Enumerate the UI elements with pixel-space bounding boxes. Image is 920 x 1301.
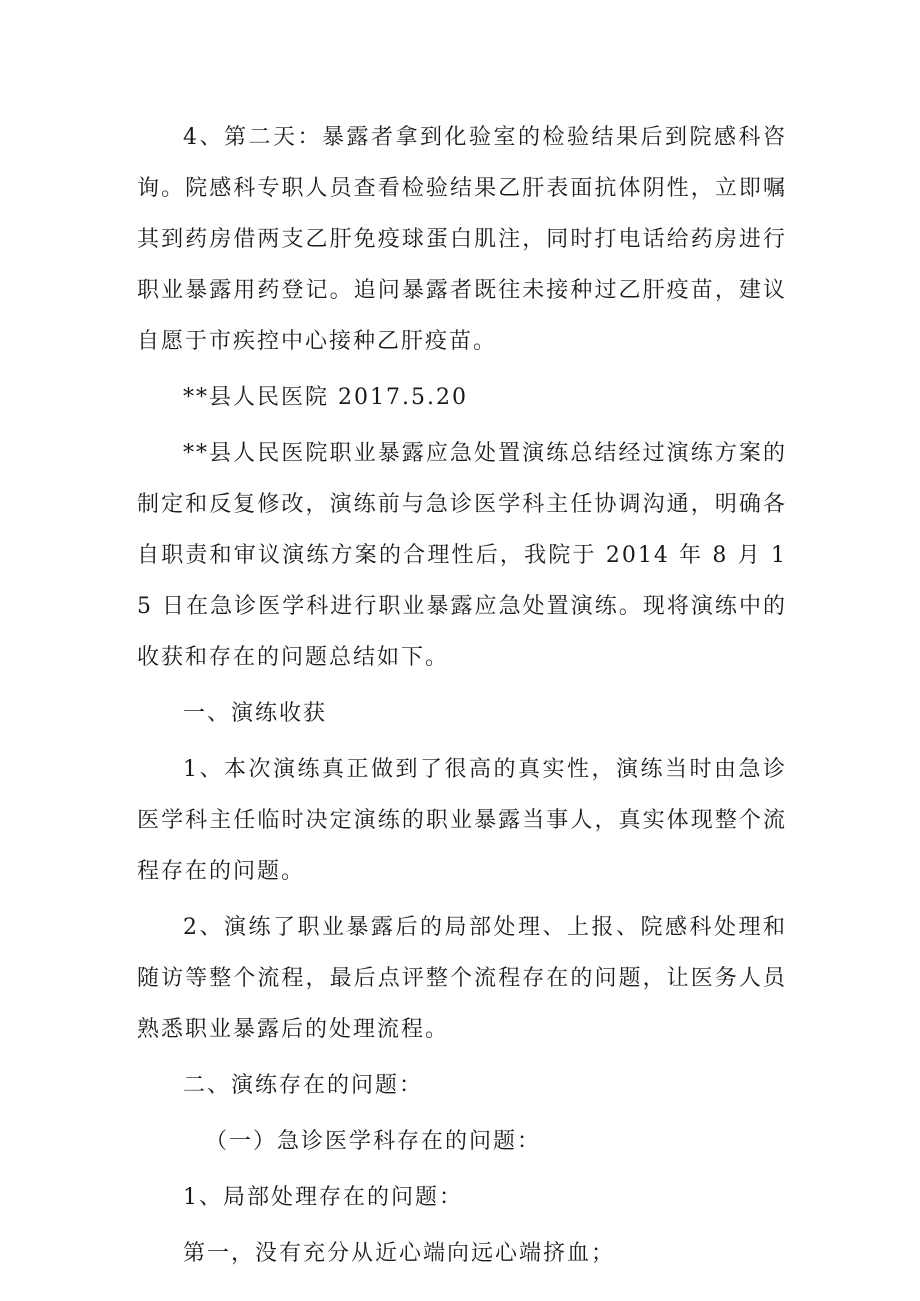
heading-local-treatment-problems: 1、局部处理存在的问题： (183, 1185, 463, 1210)
paragraph-first-problem: 第一，没有充分从近心端向远心端挤血； (183, 1241, 616, 1266)
paragraph-gain-2: 2、演练了职业暴露后的局部处理、上报、院感科处理和随访等整个流程，最后点评整个流程存在的问题，让医务人员熟悉职业暴露后的处理流程。 (137, 915, 787, 1042)
paragraph-signature-date: **县人民医院 2017.5.20 (183, 385, 468, 410)
paragraph-gain-1: 1、本次演练真正做到了很高的真实性，演练当时由急诊医学科主任临时决定演练的职业暴露当事人，真实体现整个流程存在的问题。 (137, 757, 787, 884)
heading-drill-problems: 二、演练存在的问题： (183, 1073, 424, 1098)
document-body (137, 112, 787, 1279)
subheading-emergency-dept-problems: （一）急诊医学科存在的问题： (205, 1129, 542, 1154)
paragraph-summary-intro: **县人民医院职业暴露应急处置演练总结经过演练方案的制定和反复修改，演练前与急诊医学科主任协调沟通，明确各自职责和审议演练方案的合理性后，我院于 2014 年 8 月 15 日在急诊医学科进行职业暴露应急处置演练。现将演练中的收获和存在的问题总结如下。 (137, 441, 787, 670)
heading-drill-gains: 一、演练收获 (183, 701, 328, 726)
paragraph-day-two-followup: 4、第二天：暴露者拿到化验室的检验结果后到院感科咨询。院感科专职人员查看检验结果乙肝表面抗体阴性，立即嘱其到药房借两支乙肝免疫球蛋白肌注，同时打电话给药房进行职业暴露用药登记。追问暴露者既往未接种过乙肝疫苗，建议自愿于市疾控中心接种乙肝疫苗。 (137, 125, 787, 354)
